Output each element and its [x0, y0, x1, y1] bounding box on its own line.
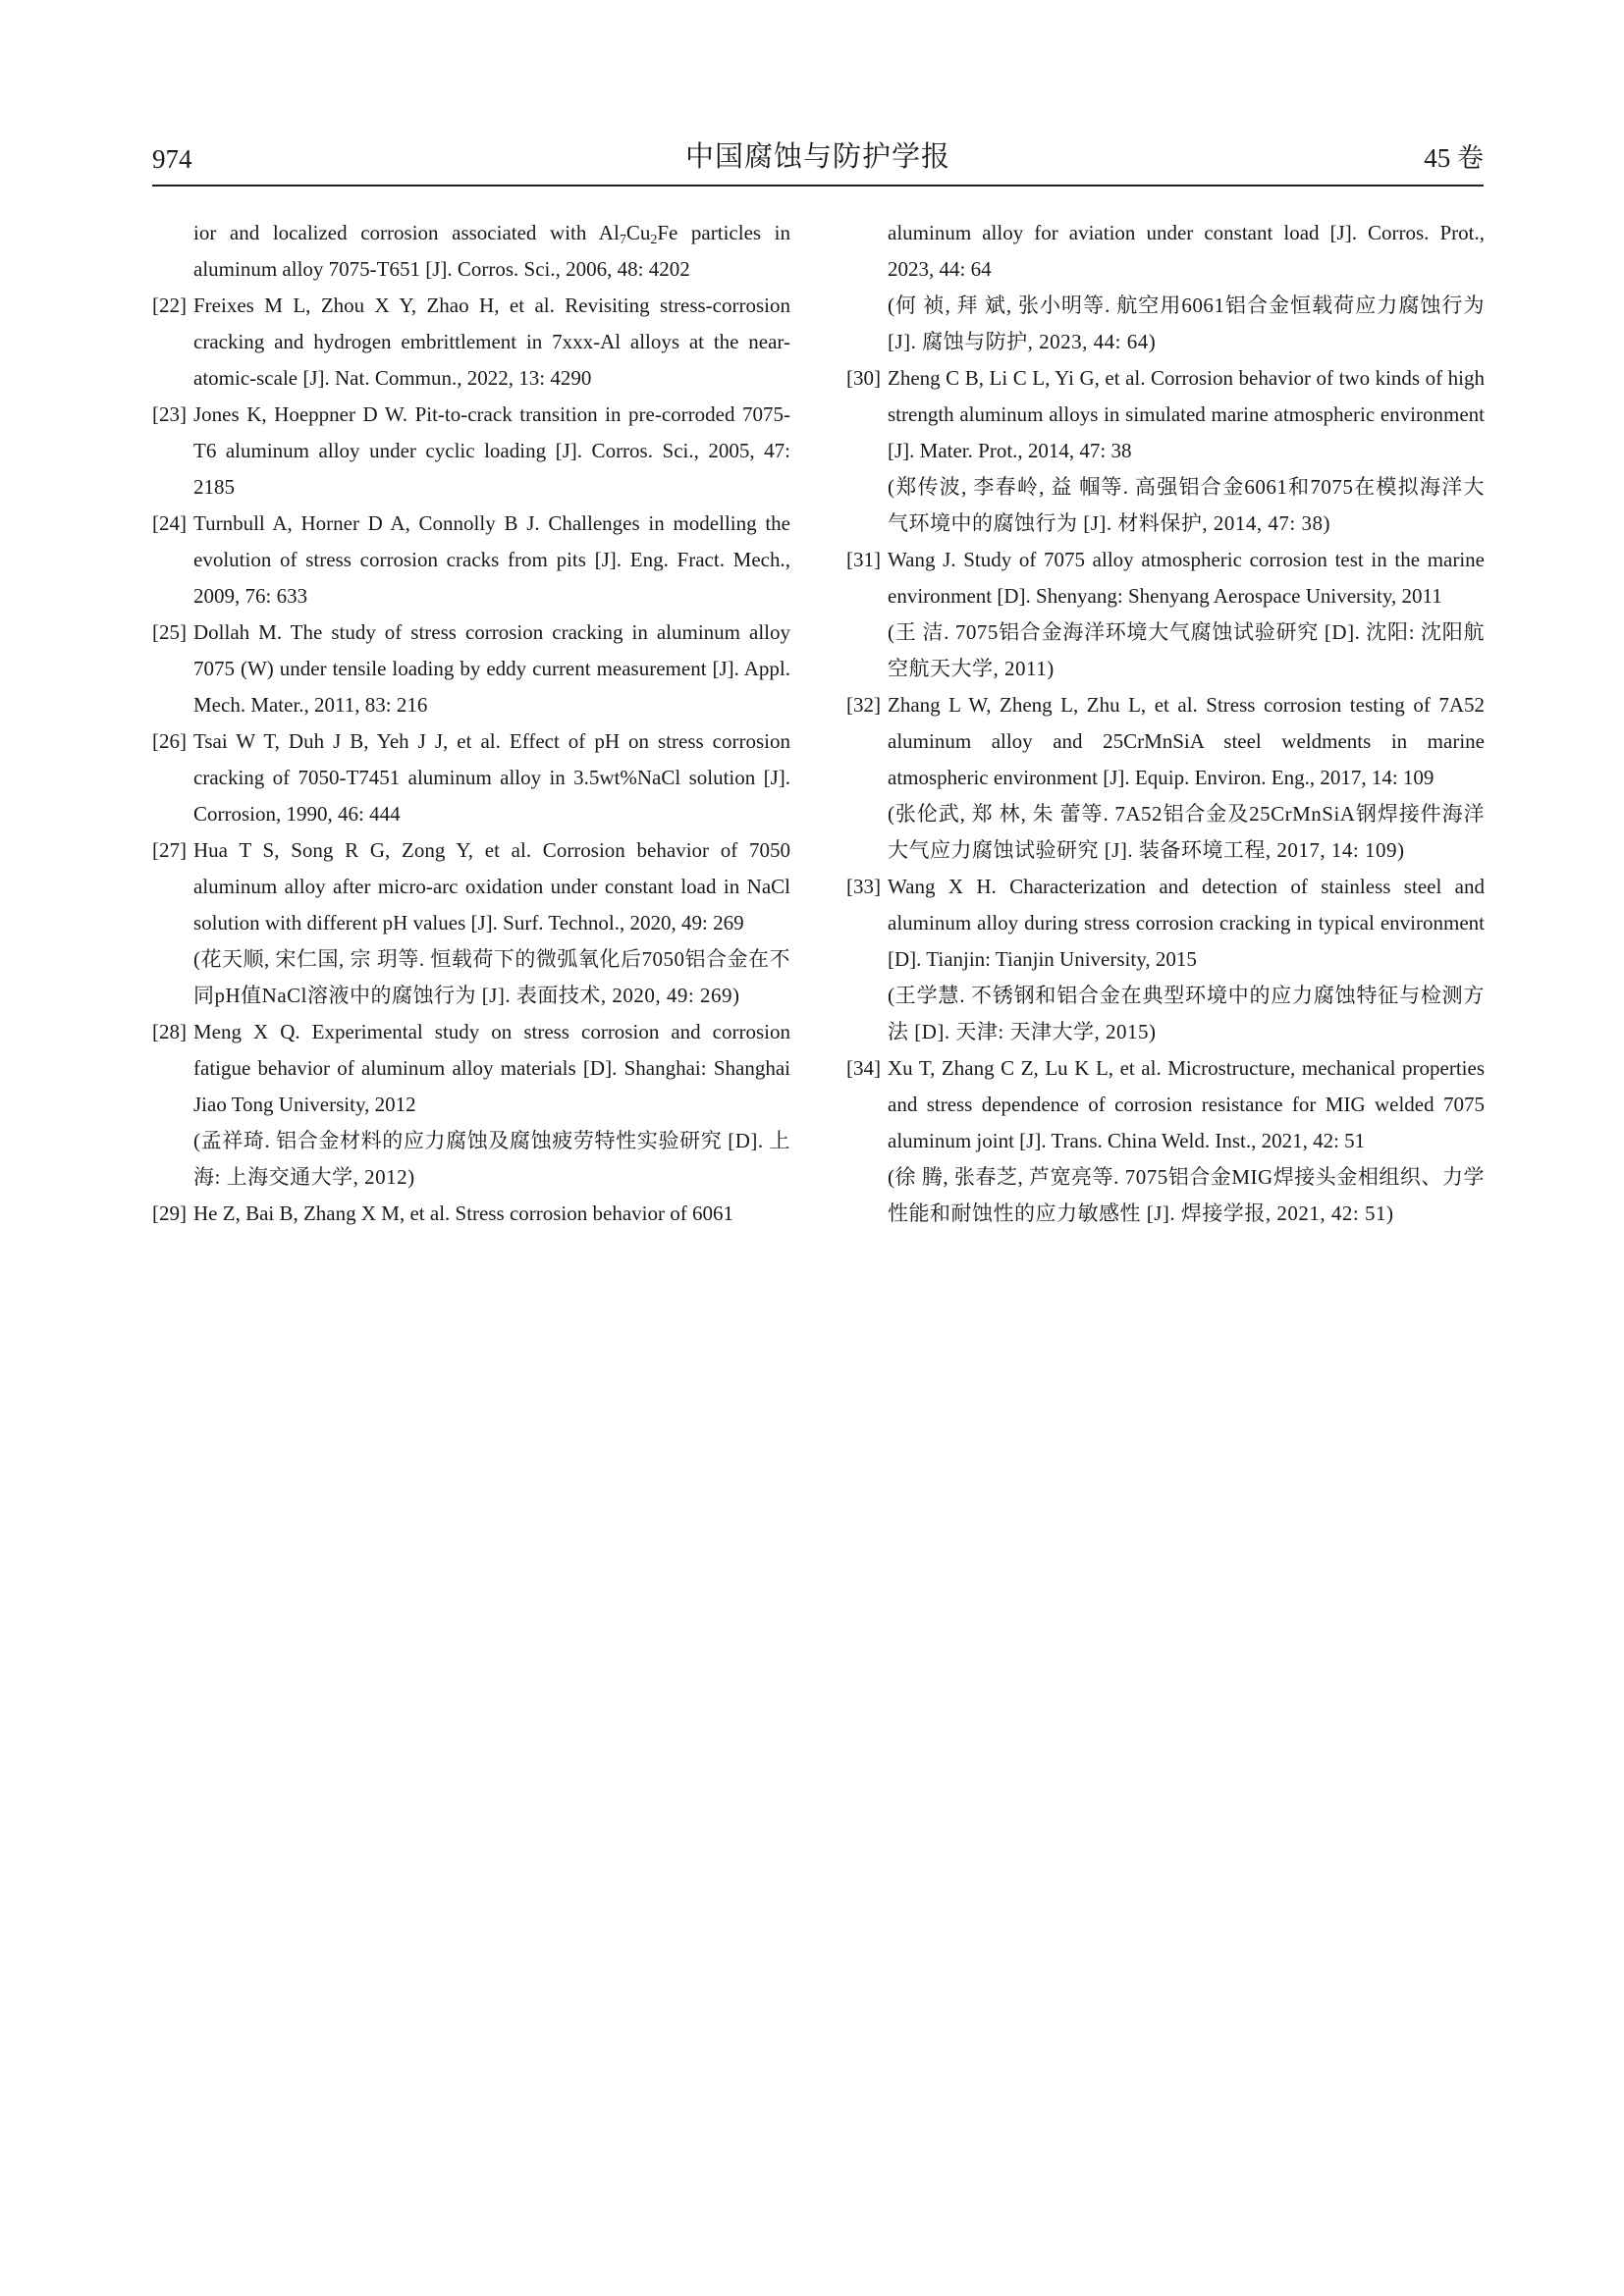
reference-item [152, 1014, 790, 1196]
reference-number: [32] [846, 693, 881, 717]
reference-text: Hua T S, Song R G, Zong Y, et al. Corrosion behavior of 7050 aluminum alloy after micro-arc oxidation under constant load in NaCl solution with different pH values [J]. Surf. Technol., 2020, 49: 269 [193, 838, 790, 934]
reference-item [152, 832, 790, 1014]
reference-text-chinese: (何 祯, 拜 斌, 张小明等. 航空用6061铝合金恒载荷应力腐蚀行为 [J]. 腐蚀与防护, 2023, 44: 64) [888, 294, 1485, 353]
reference-text-chinese: (王 洁. 7075铝合金海洋环境大气腐蚀试验研究 [D]. 沈阳: 沈阳航空航天大学, 2011) [888, 620, 1485, 680]
reference-text: Xu T, Zhang C Z, Lu K L, et al. Microstructure, mechanical properties and stress dependence of corrosion resistance for MIG welded 7075 aluminum joint [J]. Trans. China Weld. Inst., 2021, 42: 51 [888, 1056, 1485, 1152]
reference-item [152, 288, 790, 397]
reference-number: [22] [152, 294, 187, 317]
reference-number: [33] [846, 875, 881, 898]
journal-title: 中国腐蚀与防护学报 [684, 141, 950, 173]
reference-text: Turnbull A, Horner D A, Connolly B J. Challenges in modelling the evolution of stress corrosion cracks from pits [J]. Eng. Fract. Mech., 2009, 76: 633 [193, 511, 790, 608]
reference-text: Zheng C B, Li C L, Yi G, et al. Corrosion behavior of two kinds of high strength aluminum alloys in simulated marine atmospheric environment [J]. Mater. Prot., 2014, 47: 38 [888, 366, 1485, 462]
reference-text-chinese: (张伦武, 郑 林, 朱 蕾等. 7A52铝合金及25CrMnSiA钢焊接件海洋大气应力腐蚀试验研究 [J]. 装备环境工程, 2017, 14: 109) [888, 802, 1485, 862]
right-column [846, 215, 1485, 1232]
reference-text-chinese: (花天顺, 宋仁国, 宗 玥等. 恒载荷下的微弧氧化后7050铝合金在不同pH值NaCl溶液中的腐蚀行为 [J]. 表面技术, 2020, 49: 269) [193, 947, 790, 1007]
reference-text: Tsai W T, Duh J B, Yeh J J, et al. Effect of pH on stress corrosion cracking of 7050-T7451 aluminum alloy in 3.5wt%NaCl solution [J]. Corrosion, 1990, 46: 444 [193, 729, 790, 826]
reference-text: Dollah M. The study of stress corrosion cracking in aluminum alloy 7075 (W) under tensile loading by eddy current measurement [J]. Appl. Mech. Mater., 2011, 83: 216 [193, 620, 790, 717]
reference-text-chinese: (徐 腾, 张春芝, 芦宽亮等. 7075铝合金MIG焊接头金相组织、力学性能和耐蚀性的应力敏感性 [J]. 焊接学报, 2021, 42: 51) [888, 1165, 1485, 1225]
reference-number: [27] [152, 838, 187, 862]
reference-item [846, 360, 1485, 542]
reference-item [152, 614, 790, 723]
reference-number: [24] [152, 511, 187, 535]
reference-continued [152, 215, 790, 288]
reference-number: [26] [152, 729, 187, 753]
reference-number: [25] [152, 620, 187, 644]
reference-text: Wang X H. Characterization and detection of stainless steel and aluminum alloy during stress corrosion cracking in typical environment [D]. Tianjin: Tianjin University, 2015 [888, 875, 1485, 971]
reference-text: Meng X Q. Experimental study on stress corrosion and corrosion fatigue behavior of aluminum alloy materials [D]. Shanghai: Shanghai Jiao Tong University, 2012 [193, 1020, 790, 1116]
reference-text: Jones K, Hoeppner D W. Pit-to-crack transition in pre-corroded 7075-T6 aluminum alloy under cyclic loading [J]. Corros. Sci., 2005, 47: 2185 [193, 402, 790, 499]
reference-text: Freixes M L, Zhou X Y, Zhao H, et al. Revisiting stress-corrosion cracking and hydrogen embrittlement in 7xxx-Al alloys at the near-atomic-scale [J]. Nat. Commun., 2022, 13: 4290 [193, 294, 790, 390]
reference-text: He Z, Bai B, Zhang X M, et al. Stress corrosion behavior of 6061 [193, 1201, 733, 1225]
reference-text-chinese: (孟祥琦. 铝合金材料的应力腐蚀及腐蚀疲劳特性实验研究 [D]. 上海: 上海交通大学, 2012) [193, 1129, 790, 1189]
volume-label: 45 卷 [1424, 143, 1484, 173]
reference-item [846, 1050, 1485, 1232]
reference-item [846, 869, 1485, 1050]
reference-text: ior and localized corrosion associated with $Al_7Cu_2Fe$ particles in aluminum alloy 7075-T651 [J]. Corros. Sci., 2006, 48: 4202 [193, 221, 790, 281]
reference-item [152, 723, 790, 832]
reference-number: [30] [846, 366, 881, 390]
reference-number: [28] [152, 1020, 187, 1043]
reference-text-chinese: (王学慧. 不锈钢和铝合金在典型环境中的应力腐蚀特征与检测方法 [D]. 天津: 天津大学, 2015) [888, 984, 1485, 1043]
left-column [152, 215, 790, 1232]
reference-number: [23] [152, 402, 187, 426]
reference-text: Wang J. Study of 7075 alloy atmospheric corrosion test in the marine environment [D]. Shenyang: Shenyang Aerospace University, 2011 [888, 548, 1485, 608]
reference-text-chinese: (郑传波, 李春岭, 益 帼等. 高强铝合金6061和7075在模拟海洋大气环境中的腐蚀行为 [J]. 材料保护, 2014, 47: 38) [888, 475, 1485, 535]
reference-item [152, 397, 790, 506]
reference-item [846, 687, 1485, 869]
page-number: 974 [152, 144, 192, 174]
page-header [152, 137, 1484, 187]
reference-continued [846, 215, 1485, 360]
reference-text: Zhang L W, Zheng L, Zhu L, et al. Stress corrosion testing of 7A52 aluminum alloy and 25CrMnSiA steel weldments in marine atmospheric environment [J]. Equip. Environ. Eng., 2017, 14: 109 [888, 693, 1485, 789]
reference-text: aluminum alloy for aviation under constant load [J]. Corros. Prot., 2023, 44: 64 [888, 221, 1485, 281]
reference-number: [34] [846, 1056, 881, 1080]
reference-number: [29] [152, 1201, 187, 1225]
reference-item [152, 1196, 790, 1232]
reference-item [152, 506, 790, 614]
reference-number: [31] [846, 548, 881, 571]
reference-item [846, 542, 1485, 687]
